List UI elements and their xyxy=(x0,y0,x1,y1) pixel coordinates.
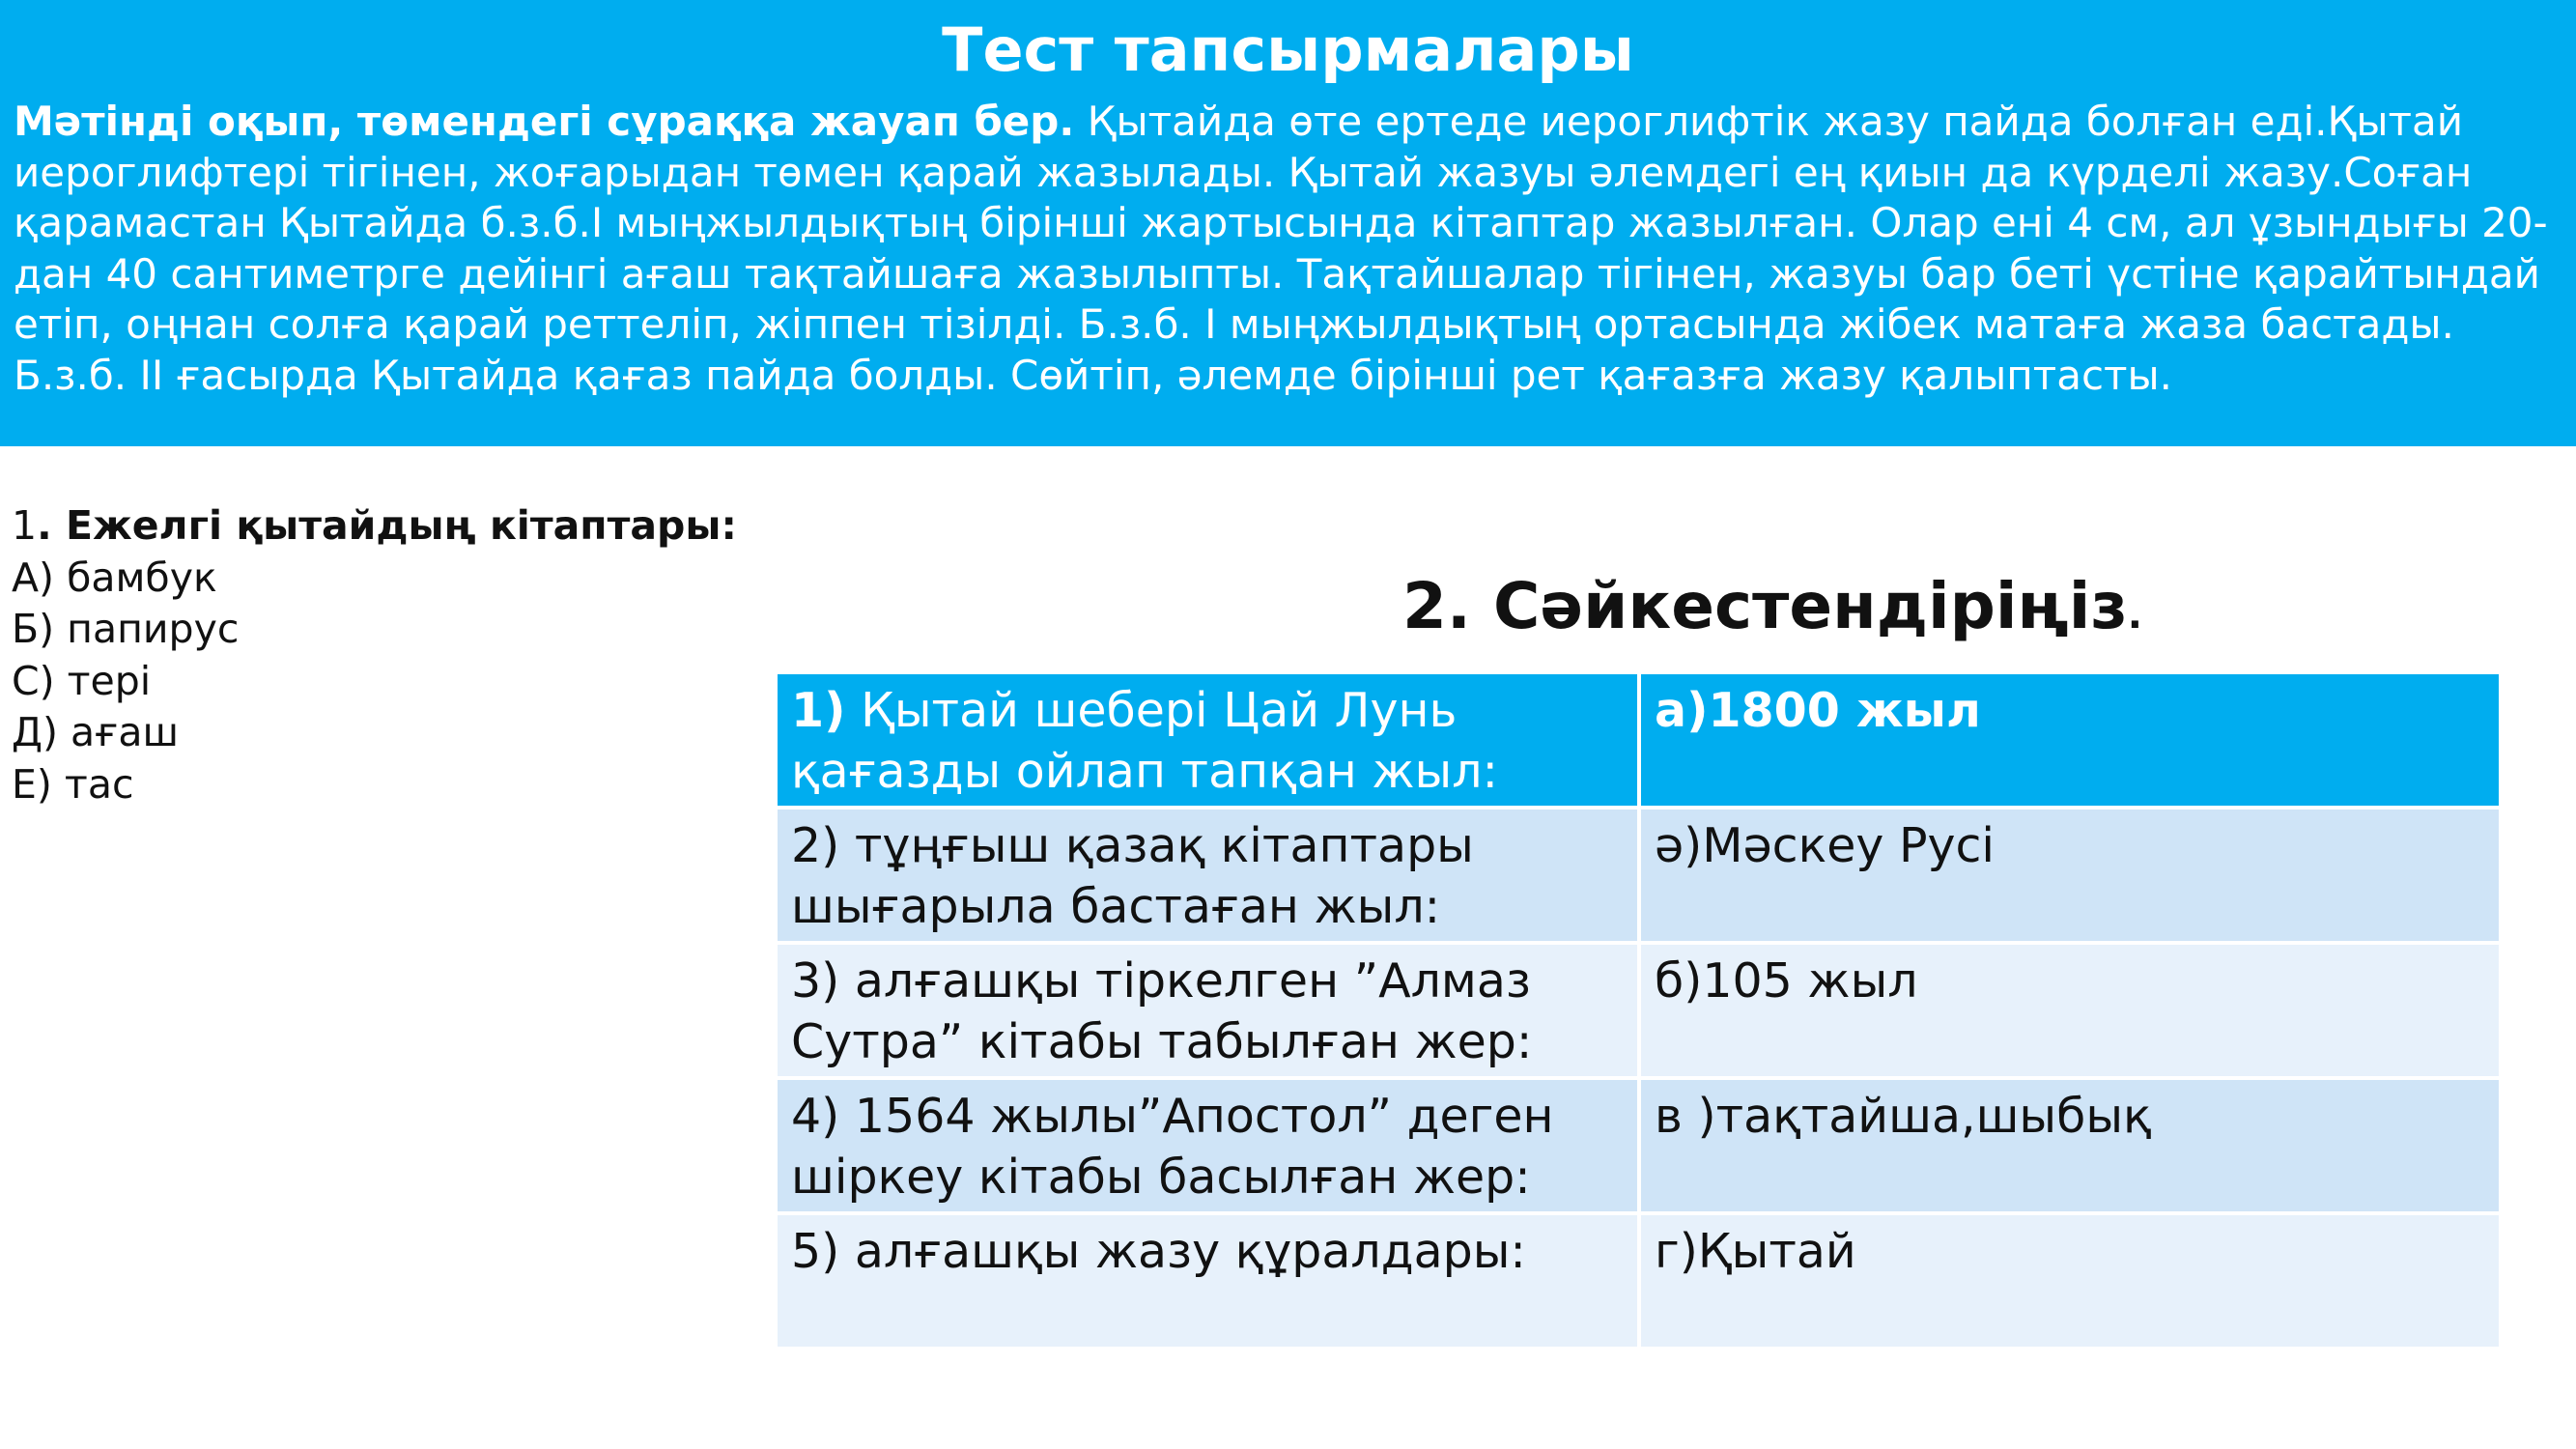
table-cell-left: 2) тұңғыш қазақ кітаптары шығарыла бастаған жыл: xyxy=(776,808,1639,943)
option-d: Д) ағаш xyxy=(12,709,180,755)
reading-passage xyxy=(14,97,2562,401)
table-cell-right: в )тақтайша,шыбық xyxy=(1639,1078,2501,1213)
question-2-title xyxy=(1402,568,2142,654)
question-1-text: . Ежелгі қытайдың кітаптары: xyxy=(37,502,737,549)
header-banner xyxy=(0,0,2576,446)
row-left-text: Қытай шебері Цай Лунь қағазды ойлап тапқан жыл: xyxy=(791,683,1499,799)
question-2-title-text: 2. Сәйкестендіріңіз xyxy=(1402,569,2128,643)
page-title: Тест тапсырмалары xyxy=(942,14,1634,85)
table-row xyxy=(776,808,2501,943)
table-cell-left xyxy=(776,672,1639,808)
table-cell-right: ә)Мәскеу Русі xyxy=(1639,808,2501,943)
table-cell-right: г)Қытай xyxy=(1639,1213,2501,1349)
option-a: А) бамбук xyxy=(12,554,217,601)
table-cell-right: а)1800 жыл xyxy=(1639,672,2501,808)
question-1-number: 1 xyxy=(12,502,38,549)
table-row xyxy=(776,943,2501,1078)
passage-instruction: Мәтінді оқып, төмендегі сұраққа жауап бер. xyxy=(14,98,1075,145)
table-cell-right: б)105 жыл xyxy=(1639,943,2501,1078)
passage-text: Қытайда өте ертеде иероглифтік жазу пайда болған еді.Қытай иероглифтері тігінен, жоғарыдан төмен қарай жазылады. Қытай жазуы әлемдегі ең қиын да күрделі жазу.Соған қарамастан Қытайда б.з.б.І мыңжылдықтың бірінші жартысында кітаптар жазылған. Олар ені 4 см, ал ұзындығы 20-дан 40 сантиметрге дейінгі ағаш тақтайшаға жазылыпты. Тақтайшалар тігінен, жазуы бар беті үстіне қарайтындай етіп, оңнан солға қарай реттеліп, жіппен тізілді. Б.з.б. І мыңжылдықтың ортасында жібек матаға жаза бастады. Б.з.б. ІІ ғасырда Қытайда қағаз пайда болды. Сөйтіп, әлемде бірінші рет қағазға жазу қалыптасты. xyxy=(14,98,2548,399)
row-number: 1) xyxy=(791,683,846,738)
table-row xyxy=(776,1078,2501,1213)
option-c: С) тері xyxy=(12,657,152,704)
matching-table xyxy=(774,670,2503,1350)
option-e: Е) тас xyxy=(12,760,134,808)
table-cell-left: 4) 1564 жылы”Апостол” деген шіркеу кітабы басылған жер: xyxy=(776,1078,1639,1213)
question-1-heading xyxy=(12,500,737,553)
table-cell-left: 5) алғашқы жазу құралдары: xyxy=(776,1213,1639,1349)
table-row xyxy=(776,672,2501,808)
question-1 xyxy=(12,500,737,810)
question-2-title-dot: . xyxy=(2127,593,2142,638)
table-cell-left: 3) алғашқы тіркелген ”Алмаз Сутра” кітабы табылған жер: xyxy=(776,943,1639,1078)
option-b: Б) папирус xyxy=(12,606,240,652)
table-row xyxy=(776,1213,2501,1349)
